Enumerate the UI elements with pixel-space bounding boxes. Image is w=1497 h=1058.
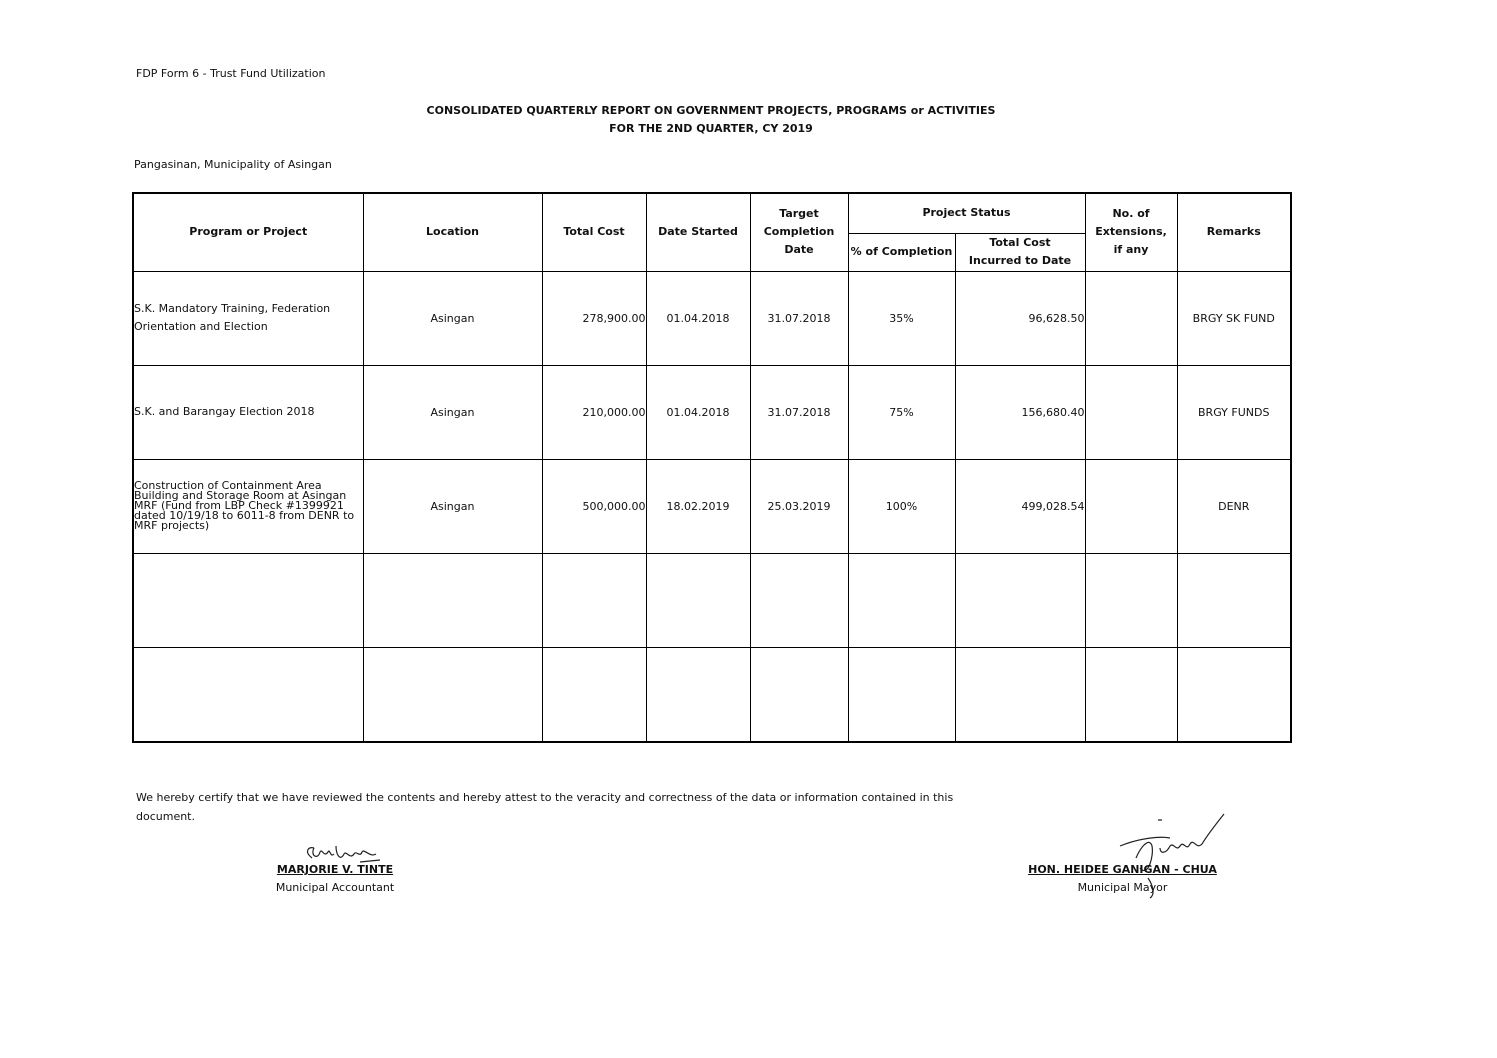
report-title: CONSOLIDATED QUARTERLY REPORT ON GOVERNMENT PROJECTS, PROGRAMS or ACTIVITIES [426, 104, 996, 117]
empty-cell [750, 553, 848, 647]
report-table [132, 192, 1292, 743]
certification-text: We hereby certify that we have reviewed the contents and hereby attest to the veracity and correctness of the data or information contained in this document. [136, 791, 954, 823]
cell-extensions [1085, 271, 1177, 365]
cell-program: Construction of Containment Area Building and Storage Room at Asingan MRF (Fund from LBP Check #1399921 dated 10/19/18 to 6011-8 from DENR to MRF projects) [133, 459, 363, 553]
empty-cell [646, 553, 750, 647]
cell-remarks: BRGY SK FUND [1177, 271, 1291, 365]
empty-cell [542, 647, 646, 742]
cell-pct-completion: 100% [848, 459, 955, 553]
empty-cell [1085, 553, 1177, 647]
mayor-name: HON. HEIDEE GANIGAN - CHUA [1028, 863, 1217, 876]
empty-row [133, 553, 1291, 647]
header-remarks: Remarks [1177, 193, 1291, 271]
empty-cell [955, 647, 1085, 742]
header-project-status: Project Status [848, 193, 1085, 233]
cell-date-started: 01.04.2018 [646, 271, 750, 365]
cell-program: S.K. and Barangay Election 2018 [133, 365, 363, 459]
empty-cell [646, 647, 750, 742]
empty-row [133, 647, 1291, 742]
cell-total-cost: 210,000.00 [542, 365, 646, 459]
cell-date-started: 18.02.2019 [646, 459, 750, 553]
empty-cell [1177, 553, 1291, 647]
header-pct-completion: % of Completion [848, 233, 955, 271]
empty-cell [848, 553, 955, 647]
cell-location: Asingan [363, 271, 542, 365]
cell-date-started: 01.04.2018 [646, 365, 750, 459]
empty-cell [1085, 647, 1177, 742]
cell-pct-completion: 75% [848, 365, 955, 459]
empty-cell [133, 553, 363, 647]
empty-cell [363, 553, 542, 647]
empty-cell [133, 647, 363, 742]
cell-cost-incurred: 96,628.50 [955, 271, 1085, 365]
cell-remarks: DENR [1177, 459, 1291, 553]
cell-extensions [1085, 365, 1177, 459]
empty-cell [955, 553, 1085, 647]
cell-program: S.K. Mandatory Training, Federation Orientation and Election [133, 271, 363, 365]
cell-total-cost: 500,000.00 [542, 459, 646, 553]
accountant-title: Municipal Accountant [275, 881, 395, 894]
header-location: Location [363, 193, 542, 271]
empty-cell [750, 647, 848, 742]
table-row [133, 365, 1291, 459]
cell-target-completion: 31.07.2018 [750, 271, 848, 365]
cell-pct-completion: 35% [848, 271, 955, 365]
empty-cell [363, 647, 542, 742]
header-extensions: No. of Extensions, if any [1085, 193, 1177, 271]
cell-cost-incurred: 499,028.54 [955, 459, 1085, 553]
cell-location: Asingan [363, 365, 542, 459]
cell-target-completion: 25.03.2019 [750, 459, 848, 553]
empty-cell [1177, 647, 1291, 742]
header-target-completion: Target Completion Date [750, 193, 848, 271]
empty-cell [848, 647, 955, 742]
header-total-cost: Total Cost [542, 193, 646, 271]
cell-location: Asingan [363, 459, 542, 553]
report-period: FOR THE 2ND QUARTER, CY 2019 [609, 122, 813, 135]
cell-total-cost: 278,900.00 [542, 271, 646, 365]
header-cost-incurred: Total Cost Incurred to Date [955, 233, 1085, 271]
table-row [133, 271, 1291, 365]
empty-cell [542, 553, 646, 647]
accountant-name: MARJORIE V. TINTE [276, 863, 394, 876]
cell-extensions [1085, 459, 1177, 553]
form-label: FDP Form 6 - Trust Fund Utilization [136, 67, 326, 80]
header-date-started: Date Started [646, 193, 750, 271]
table-row [133, 459, 1291, 553]
location-line: Pangasinan, Municipality of Asingan [134, 158, 332, 171]
header-program: Program or Project [133, 193, 363, 271]
cell-cost-incurred: 156,680.40 [955, 365, 1085, 459]
cell-target-completion: 31.07.2018 [750, 365, 848, 459]
cell-remarks: BRGY FUNDS [1177, 365, 1291, 459]
mayor-title: Municipal Mayor [1077, 881, 1168, 894]
